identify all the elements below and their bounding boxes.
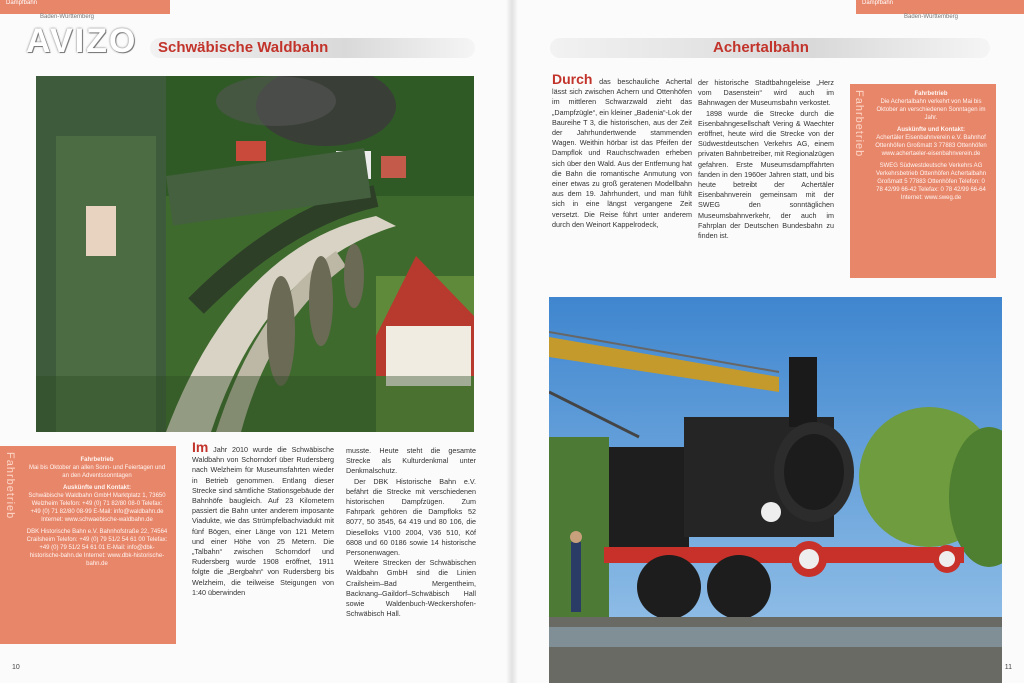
body-column-2 (346, 446, 476, 619)
info-text-3: DBK Historische Bahn e.V. Bahnhofstraße 22, 74564 Crailsheim Telefon: +49 (0) 79 51/2 54 61 00 Telefax: +49 (0) 79 51/2 54 61 01 E-Mail: info@dbk-historische-bahn.de Internet: www.dbk-historische-bahn.de (26, 529, 168, 567)
paragraph (552, 71, 692, 230)
page-number: 10 (12, 664, 20, 671)
article-title: Achertalbahn (713, 39, 809, 56)
running-header (0, 0, 170, 14)
paragraph: Der DBK Historische Bahn e.V. befährt die Strecke mit verschiedenen historischen Dampfzügen. Zum Fahrpark gehören die Dampfloks 52 8077, 50 3545, 64 419 und 80 106, die Dieselloks V100 2004, V36 510, Köf 6808 und 60 0186 sowie 14 historische Personenwagen. (346, 476, 476, 558)
info-box (850, 84, 996, 278)
watermark-logo: AVIZO (26, 22, 138, 60)
running-header (856, 0, 1024, 14)
right-page (512, 0, 1024, 683)
info-box-side-label: Fahrbetrieb (4, 452, 16, 520)
runner-line-1: Dampfbahn (6, 0, 38, 6)
steam-locomotive-photo (549, 297, 1002, 683)
info-heading-2: Auskünfte und Kontakt: (63, 485, 131, 491)
paragraph-text: das beschauliche Achertal lässt sich zwischen Achern und Ottenhöfen im mittleren Schwarzwald zieht das „Dampfzügle“, ein kleiner „Badenia“-Lok der Baureihe T 3, die historischen, aus der Zeit der Jahrhundertwende stammenden Wagen. Weithin hörbar ist das Pfeifen der Dampflok und Rauchschwaden erheben sich über den Wald. Aus der Entfernung hat die Bahn die romantische Anmutung von einer etwas zu groß geratenen Modellbahn aus dem 19. Jahrhundert, und man fühlt sich in eine längst vergangene Zeit versetzt. Die Reise führt unter anderem durch den Weinort Kappelrodeck, (552, 77, 692, 229)
runner-line-1: Dampfbahn (862, 0, 894, 6)
info-box (0, 446, 176, 644)
info-heading-1: Fahrbetrieb (914, 91, 948, 97)
steam-locomotive-illustration (549, 297, 1002, 683)
paragraph: musste. Heute steht die gesamte Strecke als Kulturdenkmal unter Denkmalschutz. (346, 446, 476, 476)
book-gutter (506, 0, 518, 683)
paragraph (192, 439, 334, 598)
train-viaduct-illustration (36, 76, 474, 432)
body-column-1 (192, 439, 334, 598)
paragraph: Weitere Strecken der Schwäbischen Waldbahn GmbH sind die Linien Crailsheim–Bad Mergentheim, Backnang–Gaildorf–Schwäbisch Hall sowie Waldenbuch-Weckershofen-Schwäbisch Hall. (346, 558, 476, 619)
train-viaduct-photo (36, 76, 474, 432)
info-text-2: Achertäler Eisenbahnverein e.V. Bahnhof Ottenhöfen Großmatt 3 77883 Ottenhöfen www.achertaeler-eisenbahnverein.de (875, 135, 987, 157)
article-title: Schwäbische Waldbahn (158, 39, 329, 56)
runner-sub: Baden-Württemberg (40, 14, 95, 20)
info-text-1: Die Achertalbahn verkehrt von Mai bis Oktober an verschiedenen Sonntagen im Jahr. (876, 99, 986, 121)
page-number: 11 (1004, 664, 1012, 671)
info-heading-1: Fahrbetrieb (80, 457, 114, 463)
drop-cap: Durch (552, 71, 593, 87)
runner-sub: Baden-Württemberg (904, 14, 959, 20)
paragraph: der historische Stadtbahngeleise „Herz vom Dasenstein“ wird auch im Bahnwagen der Museumsbahn verkostet. (698, 78, 834, 108)
body-column-1 (552, 71, 692, 230)
info-box-side-label: Fahrbetrieb (853, 90, 865, 158)
body-column-2 (698, 78, 834, 241)
info-heading-2: Auskünfte und Kontakt: (897, 127, 965, 133)
drop-cap: Im (192, 439, 209, 455)
paragraph-text: Jahr 2010 wurde die Schwäbische Waldbahn von Schorndorf über Rudersberg nach Welzheim für Museumsfahrten wieder in Betrieb genommen. Entlang dieser Strecke sind sämtliche Stationsgebäude der Bahnhöfe baugleich. Auf 23 Kilometern passiert die Bahn unter anderem imposante Viadukte, wie das Strümpfelbachviadukt mit fünf Bögen, einer Länge von 121 Metern und einer Höhe von 25 Metern. Die „Talbahn“ zwischen Schorndorf und Rudersberg wurde 1908 eröffnet, 1911 folgte die „Bergbahn“ von Rudersberg bis Welzheim, die teilweise Steigungen von 1:40 überwinden (192, 445, 334, 597)
info-text-2: Schwäbische Waldbahn GmbH Marktplatz 1, 73650 Welzheim Telefon: +49 (0) 71 82/80 08-0 Telefax: +49 (0) 71 82/80 08-99 E-Mail: info@waldbahn.de Internet: www.schwaebische-waldbahn.de (28, 493, 166, 523)
paragraph: 1898 wurde die Strecke durch die Eisenbahngesellschaft Vering & Waechter eröffnet, heute wird die Strecke von der Südwestdeutschen Verkehrs AG, einem privaten Bahnbetreiber, mit Regionalzügen gefahren. Erste Museumsdampffahrten fanden in den 1960er Jahren statt, und bis heute betreibt der Achertäler Eisenbahnverein gemeinsam mit der SWEG den sonntäglichen Museumsbahnverkehr, der auch im Fahrplan der Deutschen Bundesbahn zu finden ist. (698, 108, 834, 241)
info-text-1: Mai bis Oktober an allen Sonn- und Feiertagen und an den Adventssonntagen (28, 465, 166, 479)
info-text-3: SWEG Südwestdeutsche Verkehrs AG Verkehrsbetrieb Ottenhöfen Achertalbahn Großmatt 5 77883 Ottenhöfen Telefon: 0 78 42/99 66-42 Telefax: 0 78 42/99 66-64 Internet: www.sweg.de (875, 163, 987, 201)
